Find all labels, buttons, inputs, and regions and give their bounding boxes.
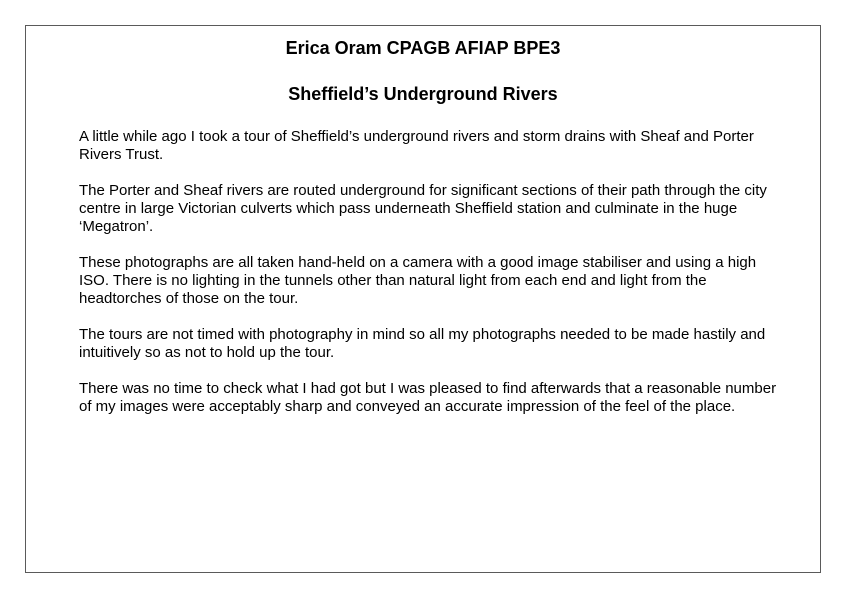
document-title: Sheffield’s Underground Rivers [288, 84, 558, 104]
paragraph-4: The tours are not timed with photography in mind so all my photographs needed to be made hastily and intuitively so as not to hold up the tour. [79, 326, 766, 361]
paragraph-1: A little while ago I took a tour of Sheffield’s underground rivers and storm drains with Sheaf and Porter Rivers Trust. [79, 128, 754, 163]
paragraph-5: There was no time to check what I had got but I was pleased to find afterwards that a reasonable number of my images were acceptably sharp and conveyed an accurate impression of the feel of the place. [79, 380, 777, 415]
body-text [79, 128, 779, 434]
paragraph-3: These photographs are all taken hand-held on a camera with a good image stabiliser and using a high ISO. There is no lighting in the tunnels other than natural light from each end and light from the headtorches of those on the tour. [79, 254, 757, 307]
paragraph-2: The Porter and Sheaf rivers are routed underground for significant sections of their path through the city centre in large Victorian culverts which pass underneath Sheffield station and culminate in the huge ‘Megatron’. [79, 182, 767, 235]
author-line: Erica Oram CPAGB AFIAP BPE3 [285, 38, 561, 58]
